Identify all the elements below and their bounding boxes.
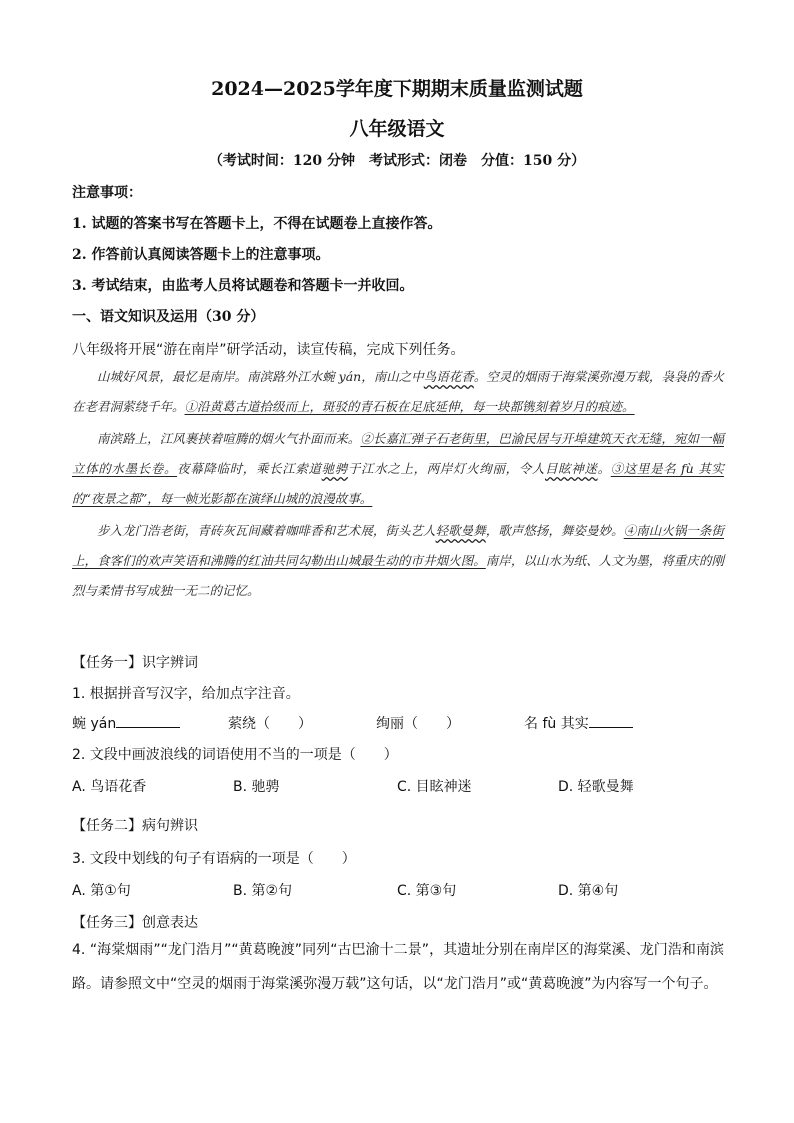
notice-item-3: 3. 考试结束，由监考人员将试题卷和答题卡一并收回。 <box>72 278 414 294</box>
passage <box>72 362 724 606</box>
q1-item-2: 萦绕（ ） <box>228 716 312 732</box>
section-intro: 八年级将开展“游在南岸”研学活动，读宣传稿，完成下列任务。 <box>72 342 465 358</box>
underlined-sentence-3: ③这里是名 fù 其实的“夜景之都”，每一帧光影都在演绎山城的浪漫故事。 <box>72 461 724 506</box>
q3-option-b[interactable]: B. 第②句 <box>233 883 293 899</box>
exam-info: （考试时间：120 分钟 考试形式：闭卷 分值：150 分） <box>208 153 586 169</box>
q3-option-a[interactable]: A. 第①句 <box>72 883 131 899</box>
question-4: 4. “海棠烟雨”“龙门浩月”“黄葛晚渡”同列“古巴渝十二景”，其遗址分别在南岸区的海棠溪、龙门浩和南滨路。请参照文中“空灵的烟雨于海棠溪弥漫万载”这句话，以“龙门浩月”或“黄葛晚渡”为内容写一个句子。 <box>72 942 724 992</box>
underlined-sentence-1: ①沿黄葛古道拾级而上，斑驳的青石板在足底延伸，每一块都镌刻着岁月的痕迹。 <box>184 399 635 414</box>
question-2: 2. 文段中画波浪线的词语使用不当的一项是（ ） <box>72 747 398 763</box>
task2-label: 【任务二】病句辨识 <box>72 818 198 834</box>
q1-item-4: 名 fù 其实 <box>524 713 633 733</box>
underlined-sentence-4: ④南山火锅一条街上，食客们的欢声笑语和沸腾的红油共同勾勒出山城最生动的市井烟火图。 <box>72 523 724 568</box>
task1-label: 【任务一】识字辨词 <box>72 655 198 671</box>
notice-heading: 注意事项： <box>72 185 142 201</box>
q2-option-d[interactable]: D. 轻歌曼舞 <box>558 779 634 795</box>
question-1: 1. 根据拼音写汉字，给加点字注音。 <box>72 686 300 702</box>
q2-option-a[interactable]: A. 鸟语花香 <box>72 779 147 795</box>
answer-blank[interactable] <box>116 713 180 728</box>
exam-title: 2024—2025学年度下期期末质量监测试题 <box>211 78 583 100</box>
q2-option-c[interactable]: C. 目眩神迷 <box>397 779 472 795</box>
q3-option-c[interactable]: C. 第③句 <box>397 883 457 899</box>
q1-item-1: 蜿 yán <box>72 713 180 733</box>
question-3: 3. 文段中划线的句子有语病的一项是（ ） <box>72 851 356 867</box>
notice-item-1: 1. 试题的答案书写在答题卡上，不得在试题卷上直接作答。 <box>72 216 442 232</box>
wavy-word-1: 鸟语花香 <box>423 369 474 384</box>
passage-paragraph-2: 南滨路上，江风裹挟着喧腾的烟火气扑面而来。②长嘉汇弹子石老街里，巴渝民居与开埠建筑天衣无缝，宛如一幅立体的水墨长卷。夜幕降临时，乘长江索道驰骋于江水之上，两岸灯火绚丽，令人目眩神迷。③这里是名 fù 其实的“夜景之都”，每一帧光影都在演绎山城的浪漫故事。 <box>72 431 724 506</box>
wavy-word-4: 轻歌曼舞 <box>435 523 486 538</box>
q2-option-b[interactable]: B. 驰骋 <box>233 779 280 795</box>
wavy-word-2: 驰骋 <box>321 461 348 476</box>
task3-label: 【任务三】创意表达 <box>72 915 198 931</box>
passage-paragraph-3: 步入龙门浩老街，青砖灰瓦间藏着咖啡香和艺术展，街头艺人轻歌曼舞，歌声悠扬，舞姿曼妙。④南山火锅一条街上，食客们的欢声笑语和沸腾的红油共同勾勒出山城最生动的市井烟火图。南岸，以山水为纸、人文为墨，将重庆的刚烈与柔情书写成独一无二的记忆。 <box>72 523 724 598</box>
q1-item-3: 绚丽（ ） <box>376 716 460 732</box>
notice-item-2: 2. 作答前认真阅读答题卡上的注意事项。 <box>72 247 330 263</box>
passage-paragraph-1: 山城好风景，最忆是南岸。南滨路外江水蜿 yán，南山之中鸟语花香。空灵的烟雨于海棠溪弥漫万载，袅袅的香火在老君洞萦绕千年。①沿黄葛古道拾级而上，斑驳的青石板在足底延伸，每一块都镌刻着岁月的痕迹。 <box>72 369 724 414</box>
q3-option-d[interactable]: D. 第④句 <box>558 883 619 899</box>
answer-blank[interactable] <box>589 713 633 728</box>
underlined-sentence-2: ②长嘉汇弹子石老街里，巴渝民居与开埠建筑天衣无缝，宛如一幅立体的水墨长卷。 <box>72 431 724 476</box>
exam-subject: 八年级语文 <box>349 118 445 140</box>
wavy-word-3: 目眩神迷 <box>545 461 598 476</box>
section-heading: 一、语文知识及运用（30 分） <box>72 309 265 325</box>
